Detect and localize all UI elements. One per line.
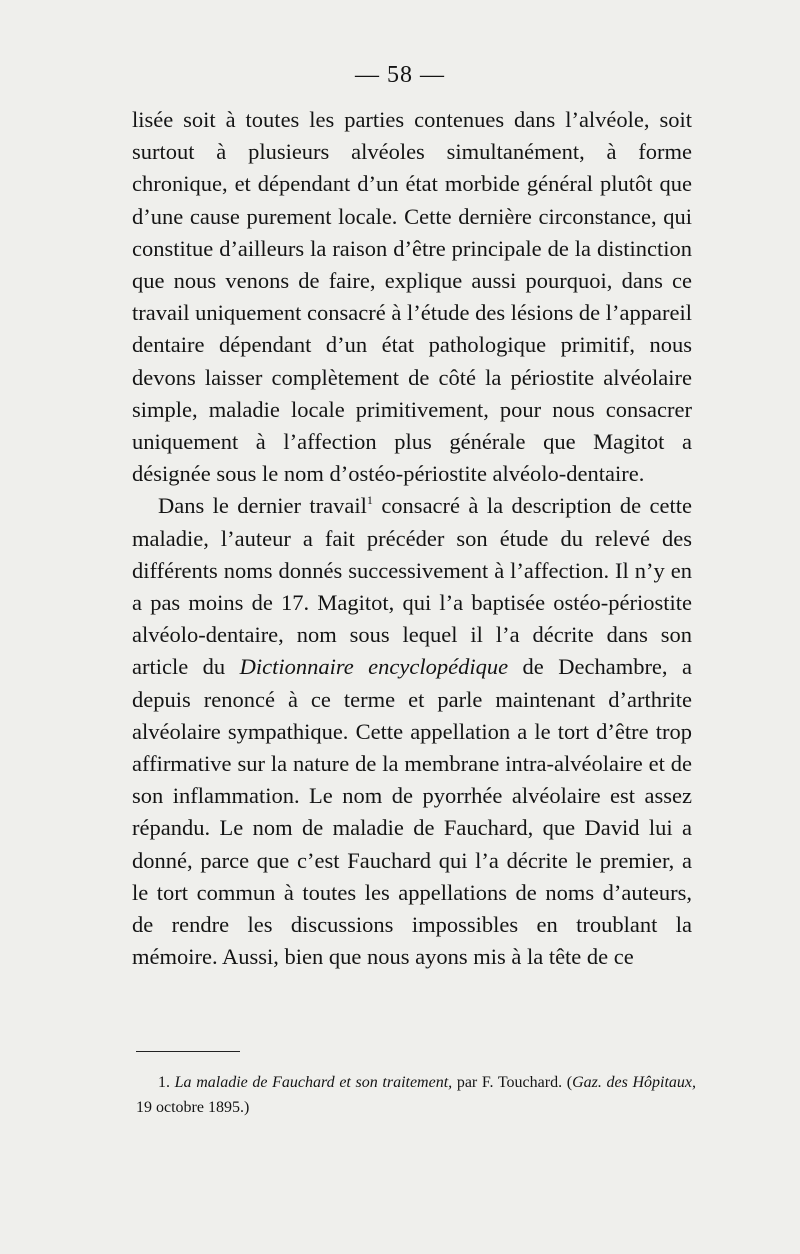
footnote-1	[136, 1070, 696, 1120]
paragraph-1: lisée soit à toutes les parties contenues dans l’alvéole, soit surtout à plusieurs alvéoles simultanément, à forme chronique, et dépendant d’un état morbide général plutôt que d’une cause purement locale. Cette dernière circonstance, qui constitue d’ailleurs la raison d’être principale de la distinction que nous venons de faire, explique aussi pourquoi, dans ce travail uniquement consacré à l’étude des lésions de l’appareil dentaire dépendant d’un état pathologique primitif, nous devons laisser complètement de côté la périostite alvéolaire simple, maladie locale primitivement, pour nous consacrer uniquement à l’affection plus générale que Magitot a désignée sous le nom d’ostéo-périostite alvéolo-dentaire.	[132, 107, 692, 487]
paragraph-2-part-2: consacré à la description de cette maladie, l’auteur a fait précéder son étude du relevé des différents noms donnés successivement à l’affection. Il n’y en a pas moins de 17. Magitot, qui l’a baptisée ostéo-périostite alvéolo-dentaire, nom sous lequel il l’a décrite dans son article du	[132, 493, 692, 680]
footnote-divider	[136, 1051, 240, 1052]
footnote-journal: Gaz. des Hôpitaux,	[572, 1074, 697, 1091]
footnote-reference: 1	[366, 493, 373, 508]
dictionary-title: Dictionnaire encyclopédique	[239, 654, 509, 680]
page-number: — 58 —	[355, 62, 445, 88]
paragraph-2	[132, 490, 692, 973]
footnote-work-title: La maladie de Fauchard et son traitement,	[174, 1074, 453, 1091]
paragraph-2-part-1: Dans le dernier travail	[158, 493, 367, 519]
body-text	[132, 104, 692, 973]
paragraph-2-part-3: de Dechambre, a depuis renoncé à ce terme et parle maintenant d’arthrite alvéolaire sympathique. Cette appellation a le tort d’être trop affirmative sur la nature de la membrane intra-alvéolaire et de son inflammation. Le nom de pyorrhée alvéolaire est assez répandu. Le nom de maladie de Fauchard, que David lui a donné, parce que c’est Fauchard qui l’a décrite le premier, a le tort commun à toutes les appellations de noms d’auteurs, de rendre les discussions impossibles en troublant la mémoire. Aussi, bien que nous ayons mis à la tête de ce	[132, 654, 692, 970]
footnote-author: par F. Touchard. (	[452, 1074, 573, 1091]
footnote-date: 19 octobre 1895.)	[136, 1099, 250, 1116]
footnote-number: 1.	[158, 1074, 170, 1091]
footnotes	[136, 1070, 696, 1120]
